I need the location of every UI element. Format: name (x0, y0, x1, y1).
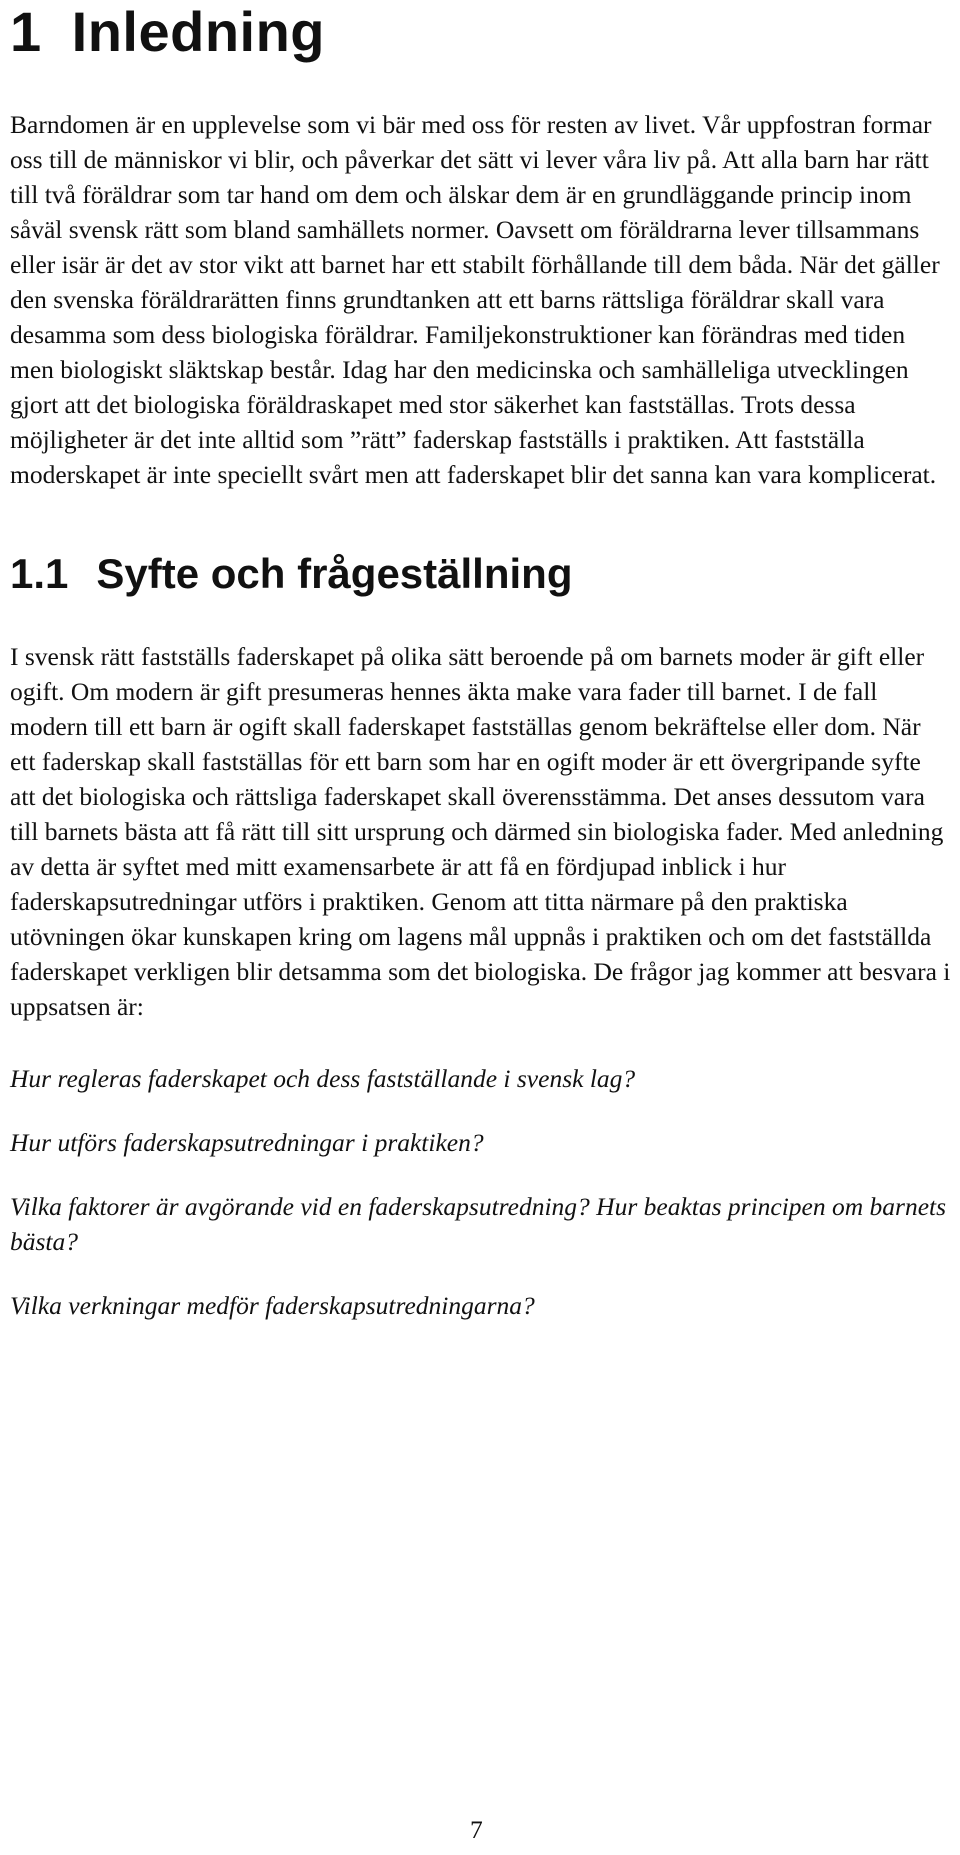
research-question: Vilka faktorer är avgörande vid en faderskapsutredning? Hur beaktas principen om barnets bästa? (10, 1192, 947, 1256)
intro-paragraph: Barndomen är en upplevelse som vi bär med oss för resten av livet. Vår uppfostran formar oss till de människor vi blir, och påverkar det sätt vi lever våra liv på. Att alla barn har rätt till två föräldrar som tar hand om dem och älskar dem är en grundläggande princip inom såväl svensk rätt som bland samhällets normer. Oavsett om föräldrarna lever tillsammans eller isär är det av stor vikt att barnet har ett stabilt förhållande till dem båda. När det gäller den svenska föräldrarätten finns grundtanken att ett barns rättsliga föräldrar skall vara desamma som dess biologiska föräldrar. Familjekonstruktioner kan förändras med tiden men biologiskt släktskap består. Idag har den medicinska och samhälleliga utvecklingen gjort att det biologiska föräldraskapet med stor säkerhet kan fastställas. Trots dessa möjligheter är det inte alltid som ”rätt” faderskap fastställs i praktiken. Att fastställa moderskapet är inte speciellt svårt men att faderskapet blir det sanna kan vara komplicerat. (10, 110, 940, 489)
purpose-paragraph: I svensk rätt fastställs faderskapet på olika sätt beroende på om barnets moder är gift eller ogift. Om modern är gift presumeras hennes äkta make vara fader till barnet. I de fall modern till ett barn är ogift skall faderskapet fastställas genom bekräftelse eller dom. När ett faderskap skall fastställas för ett barn som har en ogift moder är ett övergripande syfte att det biologiska och rättsliga faderskapet skall överensstämma. Det anses dessutom vara till barnets bästa att få rätt till sitt ursprung och därmed sin biologiska fader. Med anledning av detta är syftet med mitt examensarbete är att få en fördjupad inblick i hur faderskapsutredningar utförs i praktiken. Genom att titta närmare på den praktiska utövningen ökar kunskapen kring om lagens mål uppnås i praktiken och om det fastställda faderskapet verkligen blir detsamma som det biologiska. De frågor jag kommer att besvara i uppsatsen är: (10, 642, 951, 1021)
section-title: Syfte och frågeställning (96, 550, 573, 597)
section-number: 1.1 (10, 550, 69, 597)
section-heading (10, 549, 952, 599)
chapter-heading (10, 0, 952, 62)
research-question: Vilka verkningar medför faderskapsutredningarna? (10, 1291, 535, 1320)
page-number: 7 (470, 1815, 483, 1844)
research-question: Hur regleras faderskapet och dess fastställande i svensk lag? (10, 1064, 636, 1093)
document-page (10, 0, 952, 1323)
chapter-title: Inledning (71, 0, 326, 63)
research-question: Hur utförs faderskapsutredningar i praktiken? (10, 1128, 484, 1157)
chapter-number: 1 (10, 0, 42, 63)
